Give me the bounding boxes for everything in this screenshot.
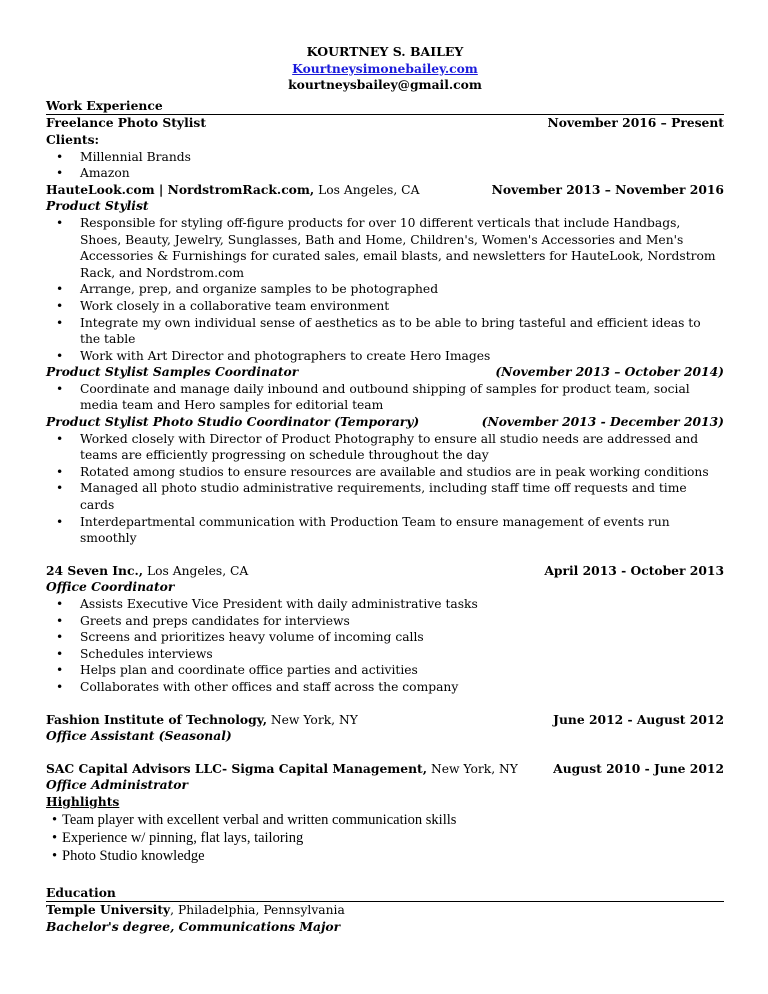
- list-item: • Photo Studio knowledge: [46, 847, 724, 865]
- role-title: Office Coordinator: [46, 579, 175, 595]
- list-item: • Team player with excellent verbal and written communication skills: [46, 811, 724, 829]
- list-item: • Arrange, prep, and organize samples to be photographed: [46, 281, 724, 298]
- job-dates: November 2016 – Present: [547, 115, 724, 131]
- list-item: • Millennial Brands: [46, 149, 724, 166]
- company-name: SAC Capital Advisors LLC- Sigma Capital Management,: [46, 760, 428, 776]
- list-item: • Screens and prioritizes heavy volume of incoming calls: [46, 629, 724, 646]
- candidate-name: KOURTNEY S. BAILEY: [306, 44, 464, 59]
- list-item: • Rotated among studios to ensure resources are available and studios are in peak working conditions: [46, 464, 724, 481]
- company-location: New York, NY: [266, 712, 358, 727]
- role-bullets: [46, 596, 724, 696]
- job-header-24seven: [46, 563, 724, 580]
- role-header: [46, 414, 724, 431]
- resume-page: [46, 44, 724, 935]
- list-item: • Experience w/ pinning, flat lays, tailoring: [46, 829, 724, 847]
- company-location: Los Angeles, CA: [314, 182, 420, 197]
- employer: [46, 712, 358, 729]
- clients-label: Clients:: [46, 131, 100, 147]
- role-bullets: [46, 431, 724, 547]
- email-address: kourtneysbailey@gmail.com: [288, 77, 482, 93]
- list-item: • Integrate my own individual sense of aesthetics as to be able to bring tasteful and efficient ideas to the table: [46, 315, 724, 348]
- job-dates: November 2013 – November 2016: [491, 181, 724, 197]
- website-link[interactable]: Kourtneysimonebailey.com: [292, 60, 478, 76]
- school-location: , Philadelphia, Pennsylvania: [170, 903, 345, 918]
- list-item: • Interdepartmental communication with Production Team to ensure management of events run smoothly: [46, 514, 724, 547]
- list-item: • Worked closely with Director of Product Photography to ensure all studio needs are addressed and teams are efficiently progressing on schedule throughout the day: [46, 431, 724, 464]
- role-title: Product Stylist: [46, 198, 149, 214]
- highlights-heading: Highlights: [46, 793, 120, 809]
- list-item: • Responsible for styling off-figure products for over 10 different verticals that include Handbags, Shoes, Beauty, Jewelry, Sunglasses, Bath and Home, Children's, Women's Accessories and Men's Accessories & Furnishings for curated sales, email blasts, and newsletters for HauteLook, Nordstrom Rack, and Nordstrom.com: [46, 215, 724, 281]
- highlights-list: [46, 811, 724, 865]
- job-dates: August 2010 - June 2012: [553, 760, 724, 776]
- school-name: Temple University: [46, 902, 171, 918]
- job-dates: June 2012 - August 2012: [553, 711, 724, 727]
- list-item: • Work closely in a collaborative team environment: [46, 298, 724, 315]
- role-dates: (November 2013 – October 2014): [495, 364, 724, 380]
- company-name: HauteLook.com | NordstromRack.com,: [46, 181, 315, 197]
- job-title: Freelance Photo Stylist: [46, 115, 207, 131]
- list-item: • Coordinate and manage daily inbound and outbound shipping of samples for product team, social media team and Hero samples for editorial team: [46, 381, 724, 414]
- list-item: • Assists Executive Vice President with daily administrative tasks: [46, 596, 724, 613]
- role-title: Office Administrator: [46, 777, 188, 793]
- role-title: Office Assistant (Seasonal): [46, 728, 232, 744]
- list-item: • Helps plan and coordinate office parties and activities: [46, 662, 724, 679]
- role-title: Product Stylist Photo Studio Coordinator (Temporary): [46, 414, 420, 430]
- employer: [46, 182, 419, 199]
- company-location: New York, NY: [427, 761, 518, 776]
- role-header: [46, 364, 724, 381]
- role-bullets: [46, 381, 724, 414]
- education-heading: Education: [46, 885, 724, 903]
- list-item: • Schedules interviews: [46, 646, 724, 663]
- role-bullets: [46, 215, 724, 364]
- list-item: • Amazon: [46, 165, 724, 182]
- company-name: Fashion Institute of Technology,: [46, 711, 267, 727]
- job-header-sac: [46, 761, 724, 778]
- job-header-fit: [46, 712, 724, 729]
- list-item: • Managed all photo studio administrative requirements, including staff time off requests and time cards: [46, 480, 724, 513]
- company-name: 24 Seven Inc.,: [46, 562, 144, 578]
- role-dates: (November 2013 - December 2013): [481, 414, 724, 430]
- job-dates: April 2013 - October 2013: [544, 562, 724, 578]
- education-school: [46, 902, 724, 919]
- employer: [46, 563, 248, 580]
- employer: [46, 761, 518, 778]
- role-title: Product Stylist Samples Coordinator: [46, 364, 299, 380]
- list-item: • Collaborates with other offices and staff across the company: [46, 679, 724, 696]
- clients-list: [46, 149, 724, 182]
- list-item: • Work with Art Director and photographers to create Hero Images: [46, 348, 724, 365]
- job-header-freelance: [46, 115, 724, 132]
- degree: Bachelor's degree, Communications Major: [46, 918, 341, 934]
- company-location: Los Angeles, CA: [143, 563, 249, 578]
- list-item: • Greets and preps candidates for interviews: [46, 613, 724, 630]
- job-header-hautelook: [46, 182, 724, 199]
- work-experience-heading: Work Experience: [46, 98, 724, 116]
